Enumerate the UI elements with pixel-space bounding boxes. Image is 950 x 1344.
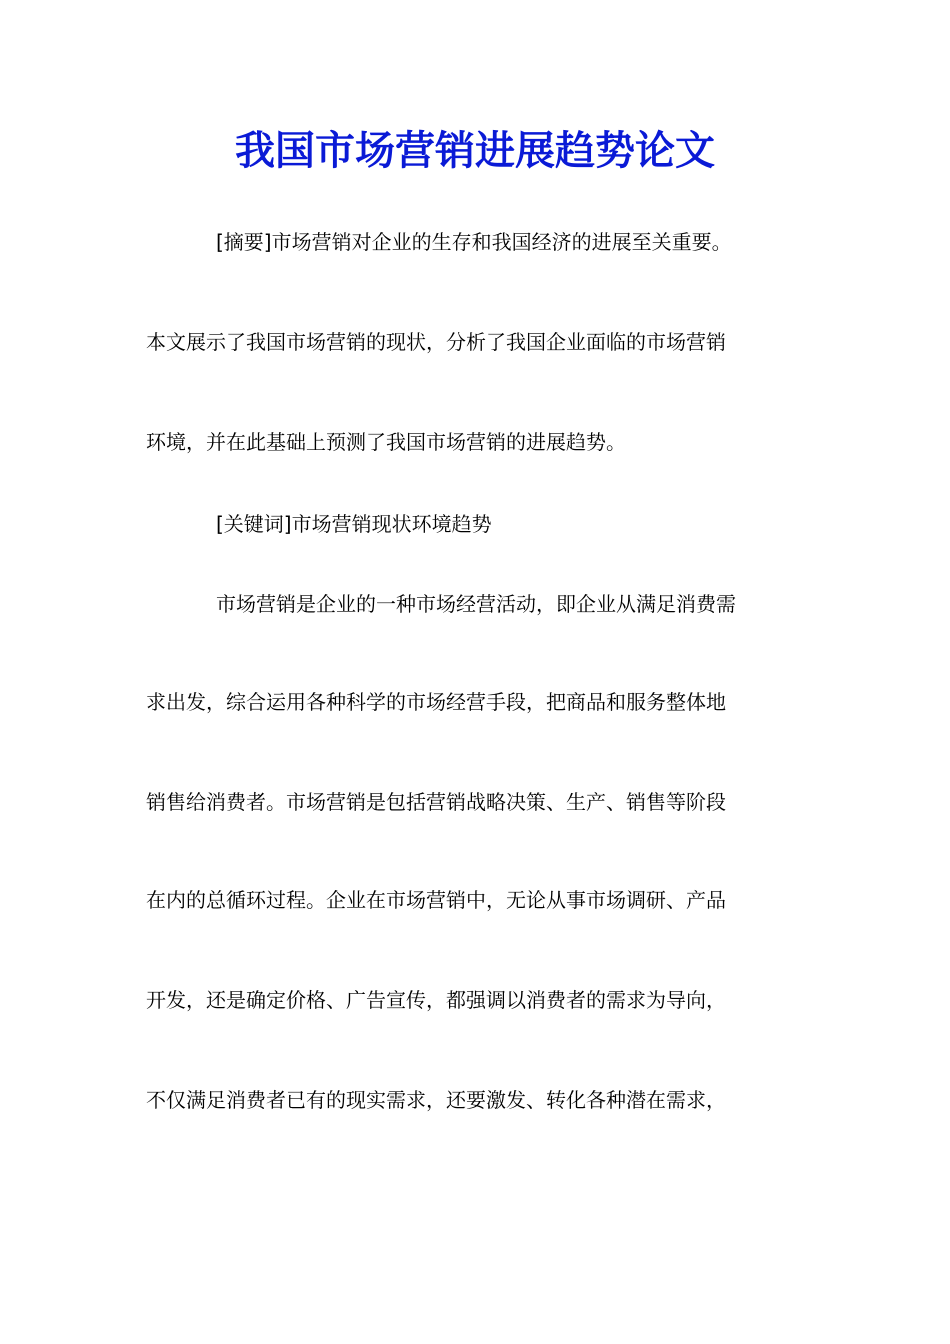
body-line: 销售给消费者。市场营销是包括营销战略决策、生产、销售等阶段	[146, 790, 726, 814]
abstract-line: 本文展示了我国市场营销的现状，分析了我国企业面临的市场营销	[146, 330, 726, 354]
body-line: 开发，还是确定价格、广告宣传，都强调以消费者的需求为导向，	[146, 988, 726, 1012]
abstract-line: [摘要]市场营销对企业的生存和我国经济的进展至关重要。	[216, 230, 732, 254]
body-line: 求出发，综合运用各种科学的市场经营手段，把商品和服务整体地	[146, 690, 726, 714]
keywords-line: [关键词]市场营销现状环境趋势	[216, 512, 492, 536]
body-line: 在内的总循环过程。企业在市场营销中，无论从事市场调研、产品	[146, 888, 726, 912]
body-line: 不仅满足消费者已有的现实需求，还要激发、转化各种潜在需求，	[146, 1088, 726, 1112]
document-title: 我国市场营销进展趋势论文	[235, 127, 715, 174]
abstract-line: 环境，并在此基础上预测了我国市场营销的进展趋势。	[146, 430, 626, 454]
body-line: 市场营销是企业的一种市场经营活动，即企业从满足消费需	[216, 592, 736, 616]
